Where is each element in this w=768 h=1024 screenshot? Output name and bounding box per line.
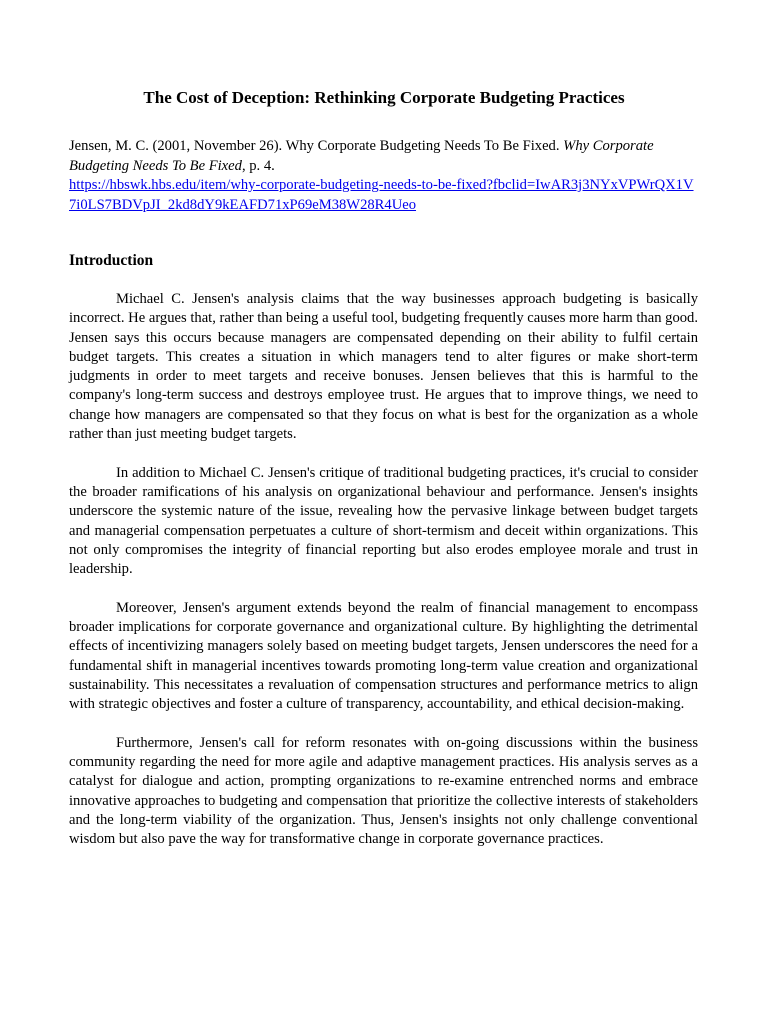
document-body (69, 290, 698, 869)
paragraph-4: Furthermore, Jensen's call for reform resonates with on-going discussions within the business community regarding the need for more agile and adaptive management practices. His analysis serves as a catalyst for dialogue and action, prompting organizations to re-examine entrenched norms and embrace innovative approaches to budgeting and compensation that prioritize the collective interests of stakeholders and the long-term viability of the organization. Thus, Jensen's insights not only challenge conventional wisdom but also pave the way for transformative change in corporate governance practices. (69, 734, 698, 848)
section-heading-introduction: Introduction (69, 252, 154, 269)
citation (69, 137, 699, 215)
paragraph-1: Michael C. Jensen's analysis claims that the way businesses approach budgeting is basically incorrect. He argues that, rather than being a useful tool, budgeting frequently causes more harm than good. Jensen says this occurs because managers are compensated depending on their ability to fulfil certain budget targets. This creates a situation in which managers tend to alter figures or make short-term judgments in order to meet targets and receive bonuses. Jensen believes that this is harmful to the company's long-term success and destroys employee trust. He argues that to improve things, we need to change how managers are compensated so that they focus on what is best for the organization as a whole rather than just meeting budget targets. (69, 291, 698, 443)
citation-source-title: Why Corporate Budgeting Needs To Be Fixed (69, 138, 654, 174)
citation-page: , p. 4. (241, 157, 275, 174)
paragraph-2: In addition to Michael C. Jensen's critique of traditional budgeting practices, it's crucial to consider the broader ramifications of his analysis on organizational behaviour and performance. Jensen's insights underscore the systemic nature of the issue, revealing how the pervasive linkage between budget targets and managerial compensation perpetuates a culture of short-termism and deceit within organizations. This not only compromises the integrity of financial reporting but also erodes employee morale and trust in leadership. (69, 464, 698, 578)
paragraph-3: Moreover, Jensen's argument extends beyond the realm of financial management to encompass broader implications for corporate governance and organizational culture. By highlighting the detrimental effects of incentivizing managers solely based on meeting budget targets, Jensen underscores the need for a fundamental shift in managerial incentives towards promoting long-term value creation and organizational sustainability. This necessitates a revaluation of compensation structures and performance metrics to align with strategic objectives and foster a culture of transparency, accountability, and ethical decision-making. (69, 599, 698, 713)
citation-text: Jensen, M. C. (2001, November 26). Why Corporate Budgeting Needs To Be Fixed. (69, 138, 564, 154)
document-title: The Cost of Deception: Rethinking Corporate Budgeting Practices (143, 88, 625, 107)
citation-link[interactable]: https://hbswk.hbs.edu/item/why-corporate-budgeting-needs-to-be-fixed?fbclid=IwAR3j3NYxVPWrQX1V7i0LS7BDVpJI_2kd8dY9kEAFD71xP69eM38W28R4Ueo (69, 177, 694, 213)
